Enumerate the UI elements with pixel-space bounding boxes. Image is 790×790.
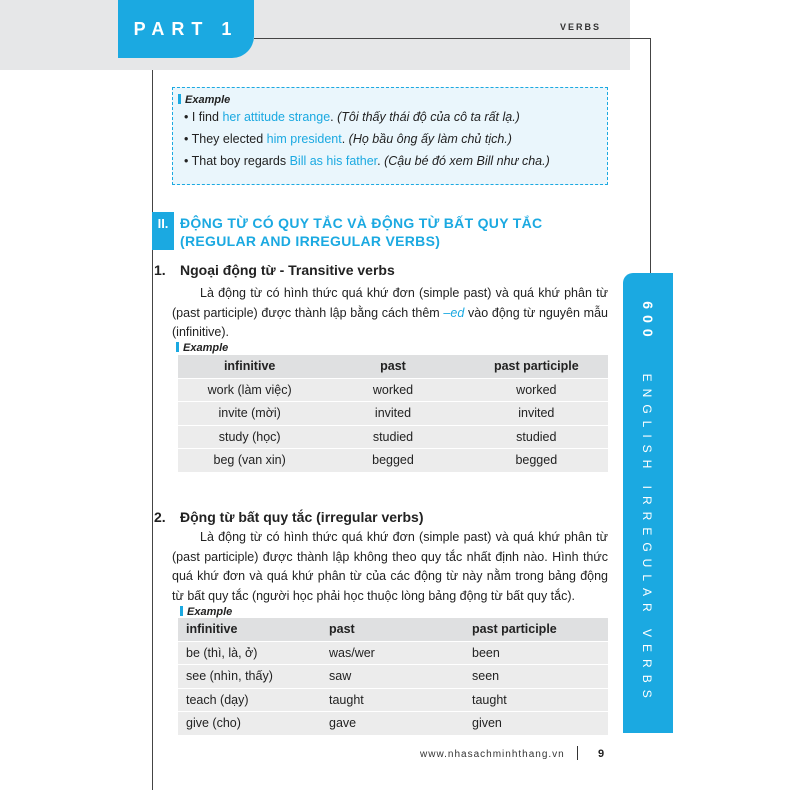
suffix-highlight: –ed <box>443 305 465 320</box>
table-row <box>178 688 608 712</box>
bullet: • <box>184 110 192 124</box>
table-cell: invite (mời) <box>218 406 281 421</box>
example-text: . <box>330 110 338 124</box>
table-row <box>178 378 608 402</box>
header-bar <box>0 0 630 70</box>
table-cell: taught <box>329 692 364 707</box>
paragraph <box>172 528 608 606</box>
paragraph <box>172 284 608 343</box>
table-cell: seen <box>472 669 500 684</box>
part-label: PART 1 <box>118 0 254 58</box>
table-cell: be (thì, là, ở) <box>186 645 258 660</box>
table-row <box>178 401 608 425</box>
footer-divider <box>577 746 578 760</box>
footer-url[interactable]: www.nhasachminhthang.vn <box>420 749 565 760</box>
subsection-title: Động từ bất quy tắc (irregular verbs) <box>180 509 424 525</box>
example-label: Example <box>180 606 232 618</box>
table-cell: studied <box>516 429 557 444</box>
side-tab-number: 600 <box>640 301 656 343</box>
table-cell: beg (van xin) <box>213 453 286 468</box>
subsection-number: 2. <box>154 509 166 525</box>
table-row <box>178 711 608 735</box>
example-text: . <box>377 154 385 168</box>
example-highlight: her attitude strange <box>222 110 331 124</box>
table-cell: been <box>472 645 500 660</box>
header-infinitive: infinitive <box>223 359 276 374</box>
table-cell: taught <box>472 692 507 707</box>
bullet: • <box>184 132 192 146</box>
frame-line-left <box>152 70 153 790</box>
verb-table-regular <box>178 355 608 472</box>
example-text: They elected <box>191 132 267 146</box>
table-cell: given <box>472 716 502 731</box>
example-label: Example <box>176 342 228 354</box>
section-number: II. <box>152 212 174 250</box>
header-past-participle: past participle <box>472 622 557 637</box>
frame-line-top <box>254 38 650 39</box>
example-label: Example <box>178 94 230 106</box>
table-cell: study (học) <box>218 429 281 444</box>
side-tab-title: ENGLISH IRREGULAR VERBS <box>640 373 654 705</box>
table-cell: was/wer <box>329 645 375 660</box>
example-text: . <box>341 132 349 146</box>
example-highlight: Bill as his father <box>289 154 378 168</box>
example-line <box>184 110 520 124</box>
header-past: past <box>380 359 406 374</box>
page-number: 9 <box>598 748 605 760</box>
header-past: past <box>329 622 355 637</box>
bullet: • <box>184 154 192 168</box>
example-line <box>184 132 512 146</box>
example-translation: (Cậu bé đó xem Bill như cha.) <box>384 154 550 168</box>
table-row <box>178 641 608 665</box>
table-cell: teach (dạy) <box>186 692 249 707</box>
table-cell: saw <box>329 669 352 684</box>
table-cell: studied <box>372 429 414 444</box>
example-line <box>184 154 550 168</box>
example-highlight: him president <box>266 132 342 146</box>
table-cell: worked <box>372 382 414 397</box>
section-title: ĐỘNG TỪ CÓ QUY TẮC VÀ ĐỘNG TỪ BẤT QUY TẮC (REGULAR AND IRREGULAR VERBS) <box>180 215 543 249</box>
table-cell: begged <box>515 453 558 468</box>
paragraph-text: Là động từ có hình thức quá khứ đơn (simple past) và quá khứ phân từ (past participle) được thành lập bằng cách thêm <box>172 286 608 320</box>
section-name: VERBS <box>560 22 602 32</box>
table-row <box>178 664 608 688</box>
example-text: I find <box>191 110 223 124</box>
table-cell: give (cho) <box>186 716 241 731</box>
table-row <box>178 448 608 472</box>
frame-line-right <box>650 38 651 273</box>
table-cell: begged <box>372 453 414 468</box>
example-translation: (Họ bầu ông ấy làm chủ tịch.) <box>348 132 512 146</box>
verb-table-irregular <box>178 618 608 735</box>
subsection-number: 1. <box>154 262 166 278</box>
header-past-participle: past participle <box>493 359 579 374</box>
table-header <box>178 355 608 378</box>
side-tab-text <box>640 273 656 733</box>
table-cell: worked <box>516 382 557 397</box>
paragraph-text: vào động từ nguyên mẫu (infinitive). <box>172 305 608 339</box>
header-infinitive: infinitive <box>186 622 238 637</box>
example-text: That boy regards <box>191 154 290 168</box>
table-cell: see (nhìn, thấy) <box>186 669 273 684</box>
table-row <box>178 425 608 449</box>
table-cell: gave <box>329 716 357 731</box>
table-cell: work (làm việc) <box>207 382 292 397</box>
example-translation: (Tôi thấy thái độ của cô ta rất lạ.) <box>337 110 520 124</box>
table-cell: invited <box>518 406 555 421</box>
paragraph-text: Là động từ có hình thức quá khứ đơn (simple past) và quá khứ phân từ (past participle) được thành lập không theo quy tắc nhất định nào. Hình thức quá khứ đơn và quá khứ phân từ của các động từ này nằm trong bảng động từ bất quy tắc (người học phải học thuộc lòng bảng động từ bất quy tắc). <box>172 530 608 603</box>
table-header <box>178 618 608 641</box>
subsection-title: Ngoại động từ - Transitive verbs <box>180 262 395 278</box>
table-cell: invited <box>374 406 412 421</box>
